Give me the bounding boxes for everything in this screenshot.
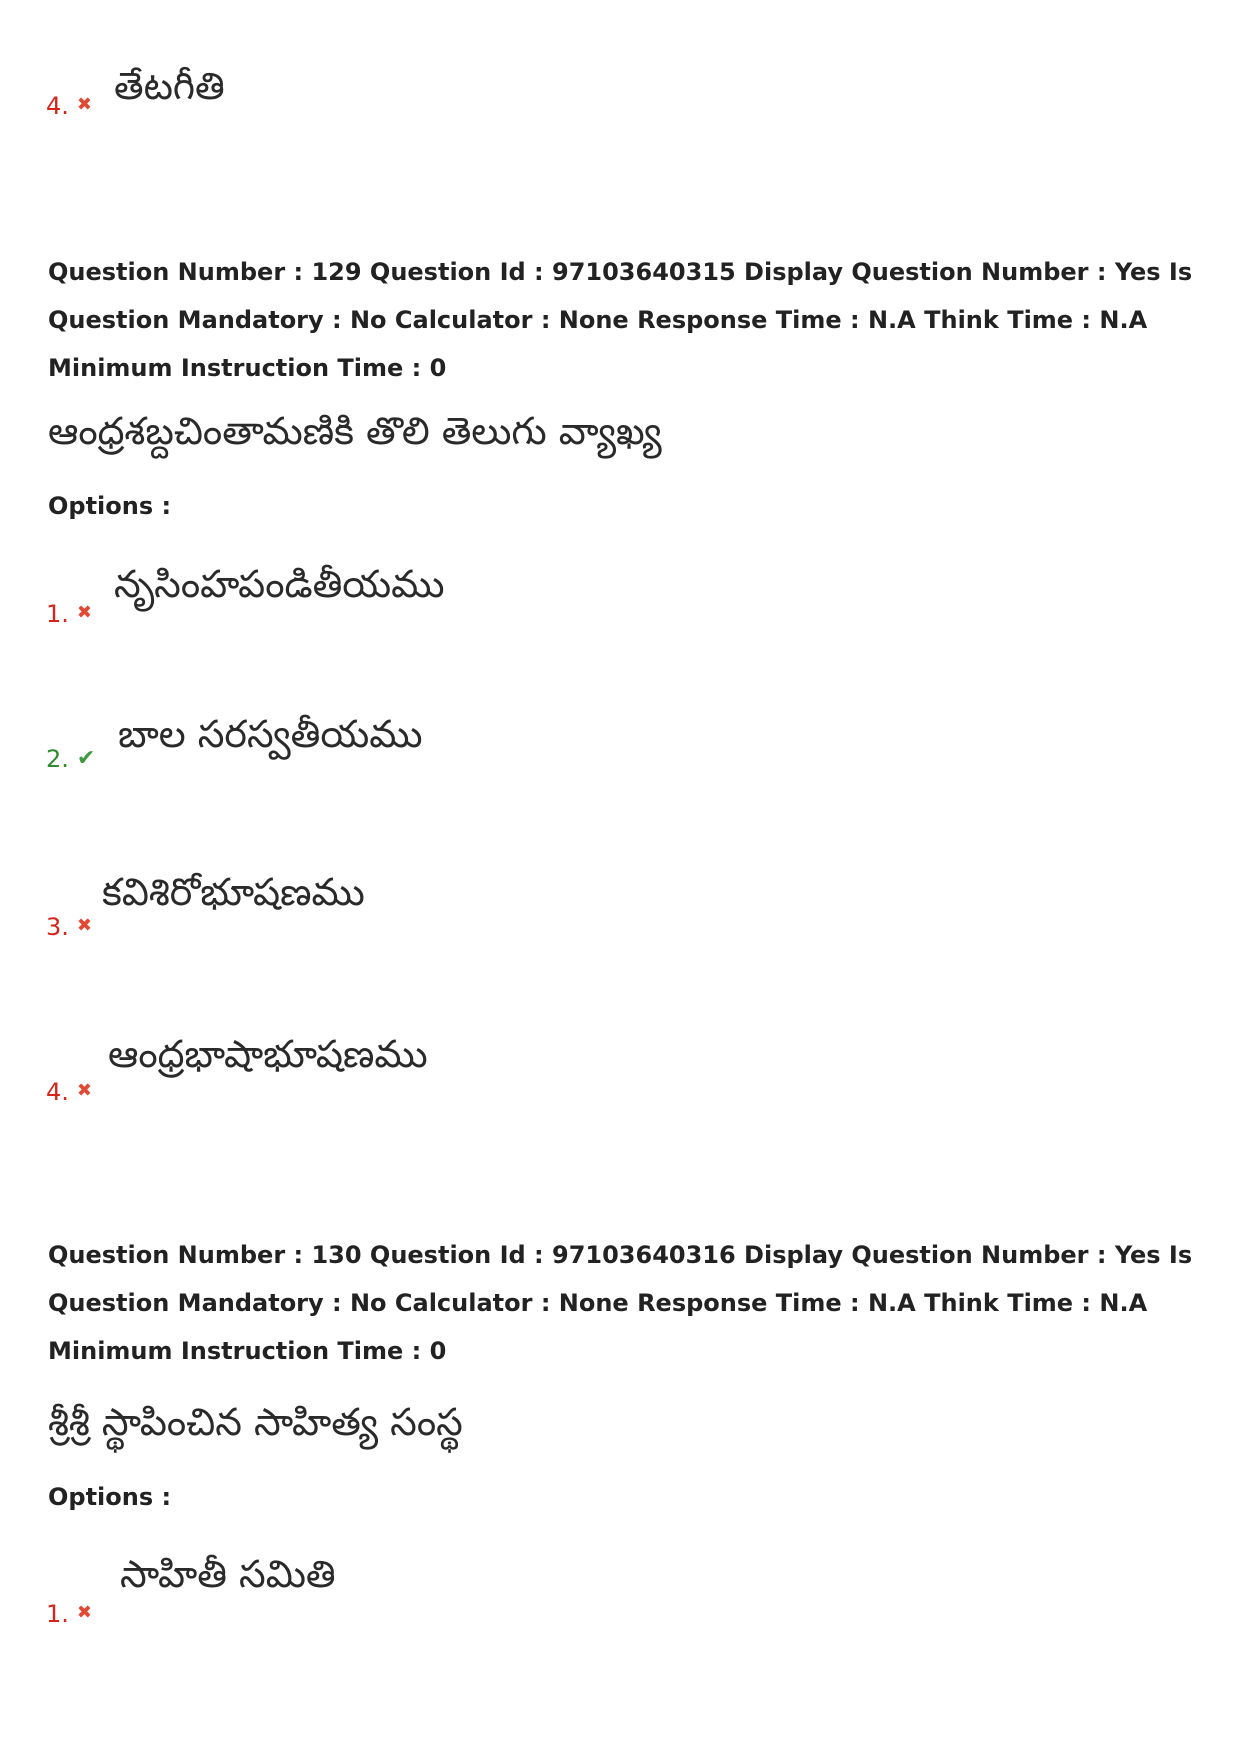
- question-meta: Question Number : 130 Question Id : 97103640316 Display Question Number : Yes Is Question Mandatory : No Calculator : None Response Time : N.A Think Time : N.A Minimum Instruction Time : 0: [48, 1241, 1193, 1365]
- wrong-mark-icon: ✖: [76, 1602, 92, 1623]
- option-number-label: 1.: [46, 600, 69, 628]
- option-number: [46, 744, 95, 774]
- option-number-label: 3.: [46, 913, 69, 941]
- option-text: కవిశిరోభూషణము: [102, 870, 365, 914]
- option-number: [46, 911, 92, 942]
- options-label: Options :: [48, 1483, 172, 1511]
- option-text: సాహితీ సమితి: [120, 1552, 336, 1596]
- wrong-mark-icon: ✖: [76, 94, 92, 115]
- option-text: తేటగీతి: [114, 64, 225, 108]
- question-meta: Question Number : 129 Question Id : 97103640315 Display Question Number : Yes Is Question Mandatory : No Calculator : None Response Time : N.A Think Time : N.A Minimum Instruction Time : 0: [48, 258, 1193, 382]
- option-text: ఆంధ్రభాషాభూషణము: [108, 1032, 428, 1076]
- question-text: ఆంధ్రశబ్దచింతామణికి తొలి తెలుగు వ్యాఖ్య: [48, 409, 662, 453]
- option-number: [46, 598, 92, 629]
- option-number: [46, 1076, 92, 1107]
- check-mark-icon: ✔: [76, 746, 96, 771]
- option-number-label: 1.: [46, 1600, 69, 1628]
- option-number: [46, 90, 92, 121]
- option-text: నృసింహపండితీయము: [114, 562, 445, 606]
- wrong-mark-icon: ✖: [76, 1080, 92, 1101]
- wrong-mark-icon: ✖: [76, 915, 92, 936]
- option-number: [46, 1598, 92, 1629]
- option-number-label: 4.: [46, 1078, 69, 1106]
- wrong-mark-icon: ✖: [76, 602, 92, 623]
- question-text: శ్రీశ్రీ స్థాపించిన సాహిత్య సంస్థ: [48, 1400, 463, 1444]
- options-label: Options :: [48, 492, 172, 520]
- option-number-label: 4.: [46, 92, 69, 120]
- option-number-label: 2.: [46, 745, 69, 773]
- option-text: బాల సరస్వతీయము: [118, 712, 423, 756]
